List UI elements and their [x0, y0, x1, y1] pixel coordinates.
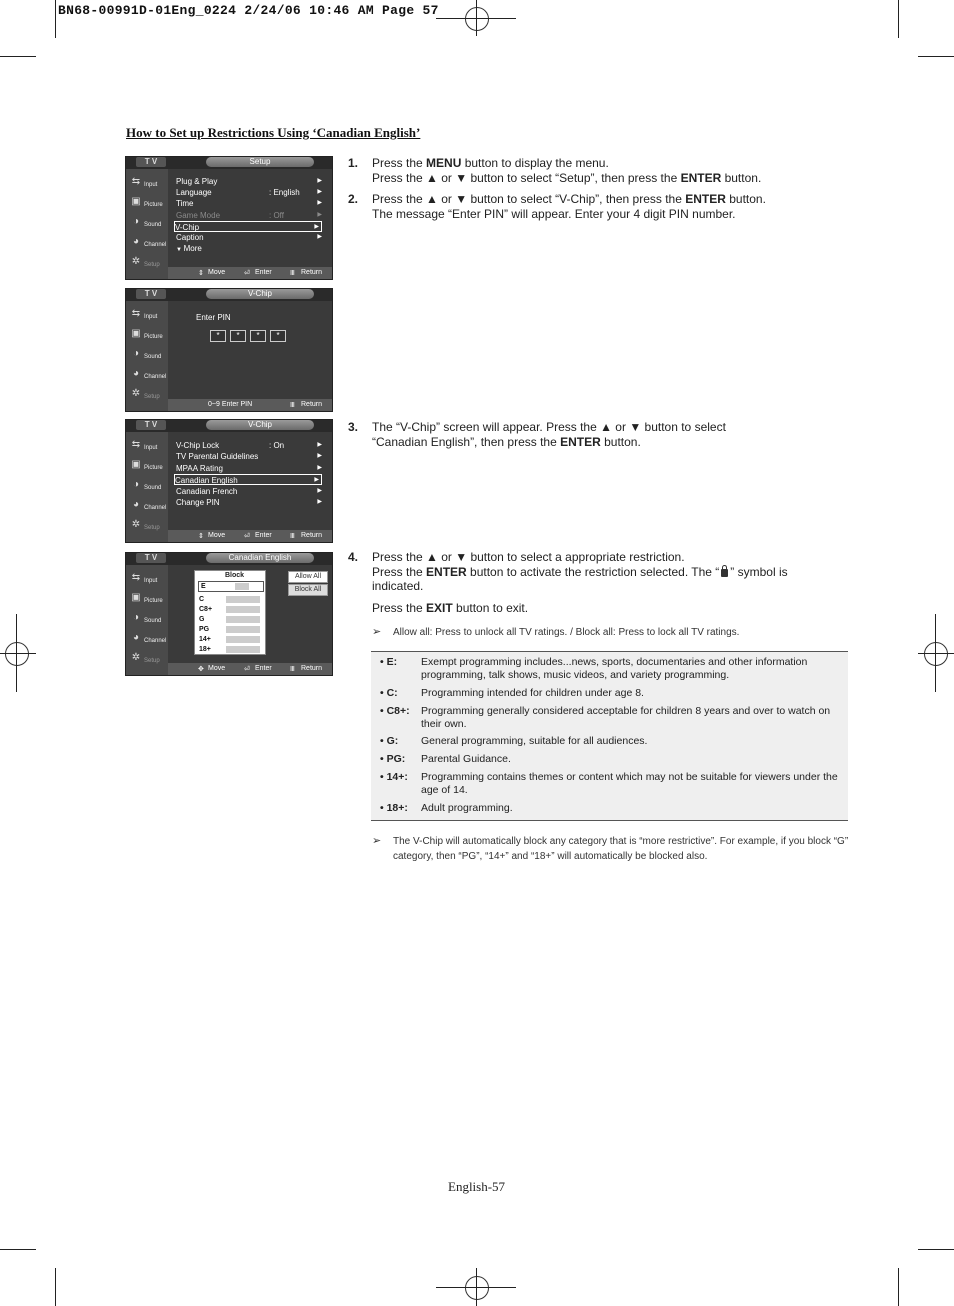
move-icon: ⇕	[198, 533, 204, 540]
crop-mark	[55, 1268, 56, 1306]
sidebar-item-setup[interactable]: Setup	[144, 658, 160, 664]
crop-mark	[55, 0, 56, 38]
pin-digit[interactable]: *	[210, 330, 226, 342]
lock-icon	[721, 569, 728, 577]
sidebar-item-picture[interactable]: Picture	[144, 202, 163, 208]
registration-mark	[465, 7, 489, 31]
arrow-right-icon: ▶	[317, 465, 322, 471]
menu-item: Game Mode : Off ▶	[176, 211, 322, 220]
rating-row[interactable]: C	[199, 596, 205, 603]
page-number: English-57	[448, 1179, 506, 1194]
sidebar-item-sound[interactable]: Sound	[144, 354, 162, 360]
menu-item[interactable]: Change PIN ▶	[176, 498, 322, 507]
crop-mark	[0, 1249, 36, 1250]
crop-mark	[935, 614, 936, 692]
arrow-right-icon: ▶	[317, 200, 322, 206]
return-icon: Ⅲ	[290, 533, 295, 540]
crop-mark	[918, 56, 954, 57]
ratings-definitions: • E: Exempt programming includes...news, sports, documentaries and other information programming, talk shows, music videos, and variety programming. • C: Programming intended for children under age 8. • C8+: Programming generally considered acceptable for children 8 years and over to watch on their own. • G: General programming, suitable for all audiences. • PG: Parental Guidance. • 14+: Programming contains themes or content which may not be suitable for viewers under the age of 14. • 18+: Adult programming.	[371, 651, 848, 821]
crop-mark	[0, 56, 36, 57]
arrow-right-icon: ▶	[317, 212, 322, 218]
sound-icon: ◑	[132, 348, 140, 359]
picture-icon: ▣	[131, 592, 141, 603]
sidebar-item-picture[interactable]: Picture	[144, 334, 163, 340]
sidebar-item-sound[interactable]: Sound	[144, 618, 162, 624]
sidebar-item-setup[interactable]: Setup	[144, 525, 160, 531]
pin-digit[interactable]: *	[250, 330, 266, 342]
sidebar	[126, 301, 168, 411]
menu-title: Canadian English	[206, 553, 314, 563]
rating-row[interactable]: 14+	[199, 636, 211, 643]
crop-mark	[16, 614, 17, 692]
arrow-right-icon: ▶	[317, 178, 322, 184]
note-arrow-icon: ➢	[372, 835, 382, 847]
sidebar-item-input[interactable]: Input	[144, 445, 158, 451]
registration-mark	[5, 642, 29, 666]
return-icon: Ⅲ	[290, 666, 295, 673]
ratings-block-table	[194, 570, 266, 655]
sidebar-item-input[interactable]: Input	[144, 182, 158, 188]
menu-item[interactable]: Plug & Play ▶	[176, 177, 322, 186]
block-header: Block	[225, 572, 245, 579]
lock-toggle[interactable]	[235, 583, 249, 590]
channel-icon: ◕	[132, 632, 140, 643]
input-icon: ⇆	[131, 439, 141, 450]
block-all-button[interactable]: Block All	[288, 584, 328, 596]
enter-icon: ⏎	[244, 666, 250, 673]
menu-title: V-Chip	[206, 420, 314, 430]
print-header: BN68-00991D-01Eng_0224 2/24/06 10:46 AM Page 57	[58, 3, 439, 18]
crop-mark	[476, 0, 477, 36]
arrow-right-icon: ▶	[314, 224, 319, 230]
return-icon: Ⅲ	[290, 402, 295, 409]
sound-icon: ◑	[132, 479, 140, 490]
crop-mark	[0, 653, 36, 654]
sidebar-item-setup[interactable]: Setup	[144, 394, 160, 400]
channel-icon: ◕	[132, 499, 140, 510]
footer-bar: ✥ Move ⏎ Enter Ⅲ Return	[168, 663, 332, 675]
pin-digit[interactable]: *	[270, 330, 286, 342]
menu-title: Setup	[206, 157, 314, 167]
crop-mark	[898, 1268, 899, 1306]
sidebar-item-sound[interactable]: Sound	[144, 222, 162, 228]
chevron-down-icon: ▼	[176, 247, 184, 253]
rating-row[interactable]: PG	[199, 626, 210, 633]
sidebar-item-input[interactable]: Input	[144, 314, 158, 320]
crop-mark	[898, 0, 899, 38]
crop-mark	[918, 653, 954, 654]
menu-item[interactable]: Canadian French ▶	[176, 487, 322, 496]
setup-icon: ✲	[131, 256, 141, 267]
rating-row-selected[interactable]: E	[198, 581, 264, 592]
footer-hint: 0~9 Enter PIN	[208, 401, 253, 408]
rating-list	[199, 595, 212, 655]
tv-label: T V	[136, 289, 166, 299]
tv-screen-canadian-english	[125, 552, 333, 676]
arrow-right-icon: ▶	[317, 453, 322, 459]
arrow-right-icon: ▶	[317, 234, 322, 240]
return-icon: Ⅲ	[290, 270, 295, 277]
sidebar	[126, 565, 168, 675]
menu-item[interactable]: Caption ▶	[176, 233, 322, 242]
enter-pin-label: Enter PIN	[196, 313, 231, 322]
tv-label: T V	[136, 157, 166, 167]
menu-item-selected[interactable]: V-Chip ▶	[174, 221, 322, 232]
rating-row[interactable]: G	[199, 616, 205, 623]
crop-mark	[918, 1249, 954, 1250]
arrow-right-icon: ▶	[314, 477, 319, 483]
menu-item[interactable]: TV Parental Guidelines ▶	[176, 452, 322, 461]
sound-icon: ◑	[132, 216, 140, 227]
channel-icon: ◕	[132, 368, 140, 379]
sidebar-item-channel[interactable]: Channel	[144, 505, 167, 511]
setup-icon: ✲	[131, 388, 141, 399]
registration-mark	[924, 642, 948, 666]
picture-icon: ▣	[131, 196, 141, 207]
arrow-right-icon: ▶	[317, 499, 322, 505]
crop-mark	[476, 1268, 477, 1306]
rating-row[interactable]: 18+	[199, 646, 211, 653]
arrow-right-icon: ▶	[317, 189, 322, 195]
picture-icon: ▣	[131, 459, 141, 470]
note-arrow-icon: ➢	[372, 626, 382, 638]
tv-screen-enter-pin	[125, 288, 333, 412]
sidebar-item-setup[interactable]: Setup	[144, 262, 160, 268]
menu-item[interactable]: V-Chip Lock : On ▶	[176, 441, 322, 450]
enter-icon: ⏎	[244, 533, 250, 540]
move-icon: ✥	[198, 666, 204, 673]
sidebar-item-input[interactable]: Input	[144, 578, 158, 584]
section-title: How to Set up Restrictions Using ‘Canadian English’	[126, 125, 421, 140]
arrow-right-icon: ▶	[317, 442, 322, 448]
menu-item-selected[interactable]: Canadian English ▶	[174, 474, 322, 485]
pin-digit[interactable]: *	[230, 330, 246, 342]
footer-bar: ⇕ Move ⏎ Enter Ⅲ Return	[168, 530, 332, 542]
sidebar	[126, 432, 168, 542]
enter-icon: ⏎	[244, 270, 250, 277]
setup-icon: ✲	[131, 519, 141, 530]
input-icon: ⇆	[131, 176, 141, 187]
sidebar-item-channel[interactable]: Channel	[144, 242, 167, 248]
footer-bar: ⇕ Move ⏎ Enter Ⅲ Return	[168, 267, 332, 279]
input-icon: ⇆	[131, 308, 141, 319]
picture-icon: ▣	[131, 328, 141, 339]
move-icon: ⇕	[198, 270, 204, 277]
tv-screen-setup	[125, 156, 333, 280]
sidebar-item-channel[interactable]: Channel	[144, 638, 167, 644]
channel-icon: ◕	[132, 236, 140, 247]
input-icon: ⇆	[131, 572, 141, 583]
rating-row[interactable]: C8+	[199, 606, 213, 613]
sidebar-item-picture[interactable]: Picture	[144, 598, 163, 604]
sidebar	[126, 169, 168, 279]
menu-item[interactable]: MPAA Rating ▶	[176, 464, 322, 473]
tv-label: T V	[136, 420, 166, 430]
sidebar-item-channel[interactable]: Channel	[144, 374, 167, 380]
footer-bar: 0~9 Enter PIN Ⅲ Return	[168, 399, 332, 411]
tv-label: T V	[136, 553, 166, 563]
sound-icon: ◑	[132, 612, 140, 623]
menu-item[interactable]: Language : English ▶	[176, 188, 322, 197]
menu-item[interactable]: Time ▶	[176, 199, 322, 208]
registration-mark	[465, 1276, 489, 1300]
setup-icon: ✲	[131, 652, 141, 663]
menu-item[interactable]: ▼ More	[176, 244, 202, 253]
sidebar-item-picture[interactable]: Picture	[144, 465, 163, 471]
allow-all-button[interactable]: Allow All	[288, 571, 328, 583]
lock-column[interactable]	[226, 596, 260, 653]
sidebar-item-sound[interactable]: Sound	[144, 485, 162, 491]
menu-title: V-Chip	[206, 289, 314, 299]
tv-screen-vchip	[125, 419, 333, 543]
arrow-right-icon: ▶	[317, 488, 322, 494]
